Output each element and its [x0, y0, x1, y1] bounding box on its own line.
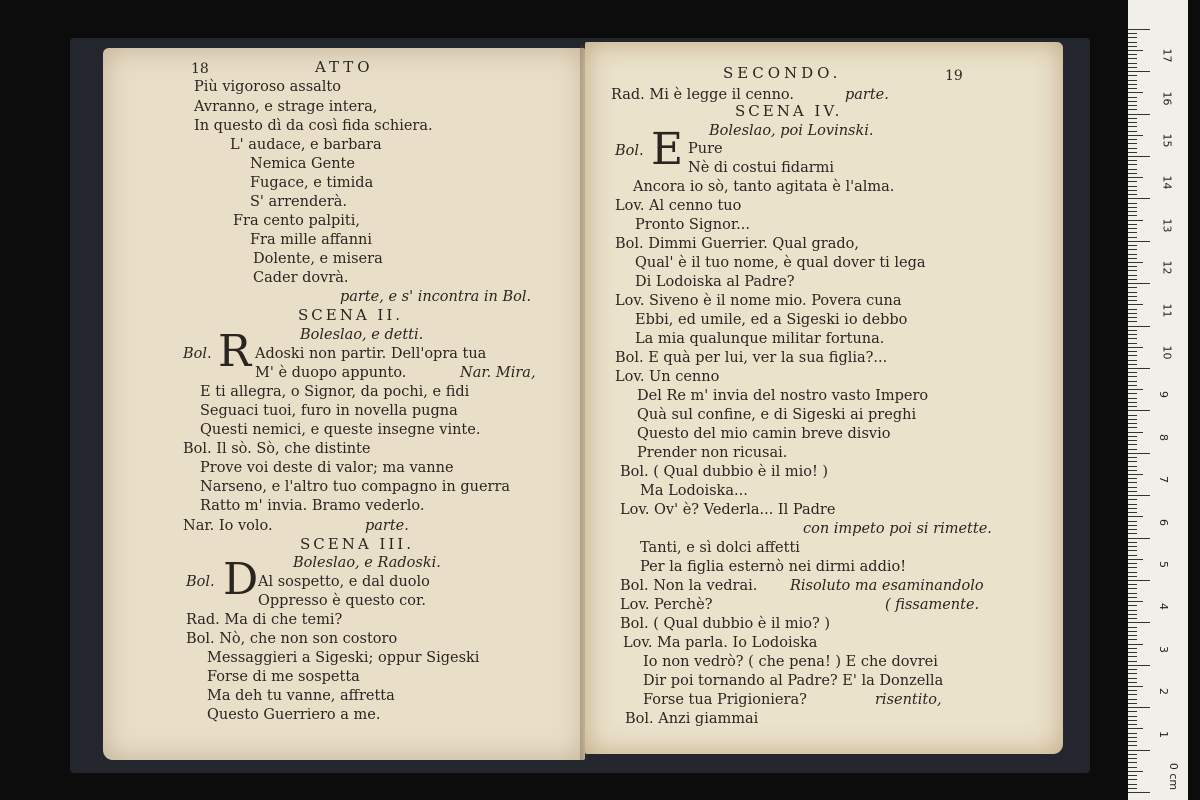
verse-line: Fra cento palpiti,	[233, 213, 361, 229]
ruler-tick	[1128, 249, 1137, 250]
ruler-tick	[1128, 669, 1137, 670]
ruler-tick	[1128, 254, 1137, 255]
ruler-tick	[1128, 686, 1143, 687]
ruler-tick	[1128, 241, 1150, 242]
ruler-tick	[1128, 453, 1150, 454]
verse-line: Ancora io sò, tanto agitata è l'alma.	[633, 179, 895, 195]
ruler-label: 6	[1157, 518, 1170, 526]
stage-direction: con impeto poi si rimette.	[803, 521, 992, 537]
speaker-line: Bol. Nò, che non son costoro	[186, 631, 398, 647]
verse-line: Cader dovrà.	[253, 270, 349, 286]
verse-line: Prender non ricusai.	[637, 445, 788, 461]
ruler-label: 1	[1157, 730, 1170, 738]
ruler-tick	[1128, 164, 1137, 165]
ruler-label: 16	[1160, 91, 1174, 106]
ruler-tick	[1128, 105, 1137, 106]
ruler-tick	[1128, 784, 1137, 785]
ruler-tick	[1128, 186, 1137, 187]
measuring-ruler	[1128, 0, 1188, 800]
stage-direction: parte.	[365, 518, 409, 534]
verse-line: Qual' è il tuo nome, è qual dover ti lega	[635, 255, 926, 271]
ruler-tick	[1128, 614, 1137, 615]
ruler-tick	[1128, 601, 1143, 602]
ruler-tick	[1128, 423, 1137, 424]
ruler-tick	[1128, 440, 1137, 441]
verse-line: Messaggieri a Sigeski; oppur Sigeski	[207, 650, 480, 666]
speaker-line: Rad. Ma di che temi?	[186, 612, 343, 628]
verse-line: Ma Lodoiska...	[640, 483, 748, 499]
ruler-tick	[1128, 37, 1137, 38]
ruler-tick	[1128, 80, 1137, 81]
verse-line: Ebbi, ed umile, ed a Sigeski io debbo	[635, 312, 908, 328]
ruler-tick	[1128, 572, 1137, 573]
ruler-tick	[1128, 46, 1137, 47]
ruler-tick	[1128, 245, 1137, 246]
ruler-tick	[1128, 775, 1137, 776]
ruler-tick	[1128, 682, 1137, 683]
ruler-tick	[1128, 457, 1137, 458]
ruler-tick	[1128, 563, 1137, 564]
verse-line: S' arrenderà.	[250, 194, 348, 210]
ruler-tick	[1128, 135, 1143, 136]
ruler-tick	[1128, 347, 1143, 348]
verse-line: Fugace, e timida	[250, 175, 374, 191]
ruler-tick	[1128, 398, 1137, 399]
verse-line: Narseno, e l'altro tuo compagno in guerra	[200, 479, 511, 495]
ruler-label: 15	[1160, 133, 1174, 148]
ruler-tick	[1128, 279, 1137, 280]
ruler-tick	[1128, 381, 1137, 382]
ruler-tick	[1128, 207, 1137, 208]
ruler-tick	[1128, 622, 1150, 623]
ruler-tick	[1128, 326, 1150, 327]
verse-line: Questo Guerriero a me.	[207, 707, 381, 723]
ruler-tick	[1128, 444, 1137, 445]
ruler-tick	[1128, 351, 1137, 352]
ruler-tick	[1128, 525, 1137, 526]
ruler-tick	[1128, 559, 1143, 560]
ruler-tick	[1128, 499, 1137, 500]
verse-line: Del Re m' invia del nostro vasto Impero	[637, 388, 929, 404]
speaker-line: Lov. Ma parla. Io Lodoiska	[623, 635, 818, 651]
ruler-tick	[1128, 690, 1137, 691]
ruler-tick	[1128, 745, 1137, 746]
speaker-line: Bol. Il sò. Sò, che distinte	[183, 441, 371, 457]
ruler-tick	[1128, 317, 1137, 318]
ruler-tick	[1128, 750, 1150, 751]
ruler-tick	[1128, 156, 1150, 157]
ruler-tick	[1128, 673, 1137, 674]
stage-direction: risentito,	[875, 692, 942, 708]
ruler-tick	[1128, 542, 1137, 543]
ruler-tick	[1128, 767, 1137, 768]
ruler-tick	[1128, 237, 1137, 238]
ruler-tick	[1128, 733, 1137, 734]
ruler-tick	[1128, 58, 1137, 59]
ruler-tick	[1128, 567, 1137, 568]
verse-line: Per la figlia esternò nei dirmi addio!	[640, 559, 907, 575]
ruler-tick	[1128, 304, 1143, 305]
ruler-tick	[1128, 92, 1143, 93]
ruler-tick	[1128, 287, 1137, 288]
ruler-tick	[1128, 50, 1143, 51]
scene-heading: SCENA III.	[300, 535, 414, 553]
ruler-tick	[1128, 415, 1137, 416]
ruler-tick	[1128, 627, 1137, 628]
drop-cap: D	[223, 554, 259, 605]
ruler-tick	[1128, 88, 1137, 89]
ruler-tick	[1128, 474, 1143, 475]
ruler-label: 12	[1160, 260, 1174, 275]
verse-line: Pronto Signor...	[635, 217, 751, 233]
ruler-tick	[1128, 139, 1137, 140]
speaker-line: Bol. ( Qual dubbio è il mio! )	[620, 464, 829, 480]
ruler-tick	[1128, 466, 1137, 467]
ruler-tick	[1128, 707, 1150, 708]
ruler-tick	[1128, 436, 1137, 437]
ruler-tick	[1128, 33, 1137, 34]
ruler-tick	[1128, 580, 1150, 581]
ruler-tick	[1128, 181, 1137, 182]
verse-line: E ti allegra, o Signor, da pochi, e fidi	[200, 384, 470, 400]
verse-line: Prove voi deste di valor; ma vanne	[200, 460, 454, 476]
ruler-tick	[1128, 173, 1137, 174]
speaker-line: Nar. Io volo.	[183, 518, 273, 534]
scene-heading: SCENA II.	[298, 306, 404, 324]
ruler-tick	[1128, 652, 1137, 653]
ruler-tick	[1128, 665, 1150, 666]
ruler-label: 10	[1160, 345, 1174, 360]
scene-heading: SCENA IV.	[735, 102, 843, 120]
ruler-tick	[1128, 258, 1137, 259]
ruler-tick	[1128, 321, 1137, 322]
verse-line: Questo del mio camin breve disvio	[637, 426, 891, 442]
speaker-label: Bol.	[615, 143, 644, 159]
drop-cap: R	[218, 326, 252, 377]
ruler-tick	[1128, 270, 1137, 271]
ruler-tick	[1128, 410, 1150, 411]
ruler-tick	[1128, 232, 1137, 233]
ruler-tick	[1128, 618, 1137, 619]
ruler-tick	[1128, 406, 1137, 407]
ruler-tick	[1128, 334, 1137, 335]
verse-line: In questo dì da così fida schiera.	[194, 118, 433, 134]
verse-line: Tanti, e sì dolci affetti	[640, 540, 800, 556]
ruler-tick	[1128, 330, 1137, 331]
verse-line: Di Lodoiska al Padre?	[635, 274, 795, 290]
ruler-tick	[1128, 678, 1137, 679]
running-head: ATTO	[315, 58, 374, 76]
ruler-tick	[1128, 75, 1137, 76]
ruler-tick	[1128, 495, 1150, 496]
ruler-tick	[1128, 177, 1143, 178]
ruler-tick	[1128, 143, 1137, 144]
verse-line: Dir poi tornando al Padre? E' la Donzella	[643, 673, 944, 689]
ruler-tick	[1128, 275, 1137, 276]
ruler-label: 13	[1160, 218, 1174, 233]
speaker-line: Bol. Non la vedrai.	[620, 578, 758, 594]
verse-line: Ratto m' invia. Bramo vederlo.	[200, 498, 425, 514]
ruler-tick	[1128, 516, 1143, 517]
ruler-tick	[1128, 160, 1137, 161]
ruler-label: 2	[1157, 688, 1170, 696]
ruler-label: 8	[1157, 433, 1170, 441]
ruler-tick	[1128, 584, 1137, 585]
ruler-tick	[1128, 491, 1137, 492]
ruler-tick	[1128, 194, 1137, 195]
ruler-tick	[1128, 648, 1137, 649]
ruler-tick	[1128, 792, 1150, 793]
ruler-tick	[1128, 101, 1137, 102]
speaker-label: Bol.	[186, 574, 215, 590]
ruler-tick	[1128, 588, 1137, 589]
speaker-line: Lov. Siveno è il nome mio. Povera cuna	[615, 293, 902, 309]
ruler-label: 4	[1157, 603, 1170, 611]
ruler-tick	[1128, 771, 1143, 772]
ruler-tick	[1128, 470, 1137, 471]
ruler-tick	[1128, 427, 1137, 428]
ruler-tick	[1128, 389, 1143, 390]
ruler-label: 5	[1157, 561, 1170, 568]
ruler-tick	[1128, 372, 1137, 373]
speaker-line: Rad. Mi è legge il cenno.	[611, 87, 794, 103]
ruler-tick	[1128, 71, 1150, 72]
ruler-tick	[1128, 716, 1137, 717]
ruler-tick	[1128, 432, 1143, 433]
ruler-tick	[1128, 711, 1137, 712]
speaker-label: Bol.	[183, 346, 212, 362]
ruler-tick	[1128, 343, 1137, 344]
ruler-tick	[1128, 779, 1137, 780]
speaker-line: Nar. Mira,	[460, 365, 536, 381]
stage-direction: parte, e s' incontra in Bol.	[340, 289, 532, 305]
ruler-label: 14	[1160, 175, 1174, 190]
verse-line: Oppresso è questo cor.	[258, 593, 426, 609]
scene-characters: Boleslao, e detti.	[300, 327, 424, 343]
ruler-tick	[1128, 148, 1137, 149]
ruler-tick	[1128, 538, 1150, 539]
ruler-tick	[1128, 152, 1137, 153]
ruler-tick	[1128, 190, 1137, 191]
ruler-tick	[1128, 504, 1137, 505]
ruler-label: 17	[1160, 48, 1174, 63]
verse-line: Avranno, e strage intera,	[194, 99, 378, 115]
ruler-tick	[1128, 741, 1137, 742]
ruler-tick	[1128, 656, 1137, 657]
ruler-tick	[1128, 449, 1137, 450]
page-number: 19	[945, 68, 963, 84]
ruler-tick	[1128, 478, 1137, 479]
ruler-tick	[1128, 360, 1137, 361]
ruler-tick	[1128, 639, 1137, 640]
ruler-tick	[1128, 550, 1137, 551]
ruler-tick	[1128, 737, 1137, 738]
ruler-tick	[1128, 338, 1137, 339]
verse-line: Al sospetto, e dal duolo	[258, 574, 430, 590]
ruler-tick	[1128, 661, 1137, 662]
ruler-tick	[1128, 635, 1137, 636]
ruler-tick	[1128, 292, 1137, 293]
verse-line: Questi nemici, e queste insegne vinte.	[200, 422, 481, 438]
ruler-tick	[1128, 283, 1150, 284]
ruler-tick	[1128, 300, 1137, 301]
stage-direction: ( fissamente.	[885, 597, 980, 613]
ruler-tick	[1128, 309, 1137, 310]
ruler-tick	[1128, 644, 1143, 645]
ruler-tick	[1128, 228, 1137, 229]
ruler-tick	[1128, 529, 1137, 530]
verse-line: Quà sul confine, e di Sigeski ai preghi	[637, 407, 917, 423]
ruler-tick	[1128, 533, 1137, 534]
verse-line: Seguaci tuoi, furo in novella pugna	[200, 403, 458, 419]
ruler-tick	[1128, 699, 1137, 700]
ruler-tick	[1128, 482, 1137, 483]
ruler-tick	[1128, 355, 1137, 356]
speaker-line: Bol. E quà per lui, ver la sua figlia?...	[615, 350, 888, 366]
right-page	[585, 42, 1063, 754]
ruler-tick	[1128, 597, 1137, 598]
ruler-tick	[1128, 419, 1137, 420]
ruler-tick	[1128, 215, 1137, 216]
speaker-line: Lov. Perchè?	[620, 597, 713, 613]
ruler-tick	[1128, 211, 1137, 212]
stage-direction: Risoluto ma esaminandolo	[790, 578, 984, 594]
ruler-tick	[1128, 512, 1137, 513]
verse-line: Più vigoroso assalto	[194, 79, 341, 95]
ruler-tick	[1128, 63, 1137, 64]
verse-line: L' audace, e barbara	[230, 137, 382, 153]
ruler-tick	[1128, 203, 1137, 204]
ruler-tick	[1128, 122, 1137, 123]
ruler-tick	[1128, 97, 1137, 98]
speaker-line: Lov. Un cenno	[615, 369, 720, 385]
ruler-tick	[1128, 720, 1137, 721]
ruler-tick	[1128, 576, 1137, 577]
ruler-tick	[1128, 402, 1137, 403]
page-number: 18	[191, 61, 209, 77]
speaker-line: Lov. Ov' è? Vederla... Il Padre	[620, 502, 836, 518]
ruler-tick	[1128, 694, 1137, 695]
ruler-tick	[1128, 703, 1137, 704]
ruler-tick	[1128, 376, 1137, 377]
ruler-tick	[1128, 313, 1137, 314]
ruler-tick	[1128, 508, 1137, 509]
left-page	[103, 48, 585, 760]
ruler-tick	[1128, 724, 1137, 725]
verse-line: Nemica Gente	[250, 156, 355, 172]
speaker-line: Lov. Al cenno tuo	[615, 198, 742, 214]
ruler-tick	[1128, 521, 1137, 522]
ruler-tick	[1128, 368, 1150, 369]
ruler-tick	[1128, 126, 1137, 127]
verse-line: Forse tua Prigioniera?	[643, 692, 807, 708]
speaker-line: Bol. Dimmi Guerrier. Qual grado,	[615, 236, 859, 252]
ruler-tick	[1128, 296, 1137, 297]
ruler-label: 0 cm	[1167, 762, 1181, 791]
stage-direction: parte.	[845, 87, 889, 103]
scene-characters: Boleslao, poi Lovinski.	[709, 123, 874, 139]
ruler-tick	[1128, 758, 1137, 759]
ruler-tick	[1128, 605, 1137, 606]
verse-line: La mia qualunque militar fortuna.	[635, 331, 885, 347]
ruler-tick	[1128, 762, 1137, 763]
verse-line: Nè di costui fidarmi	[688, 160, 835, 176]
ruler-tick	[1128, 131, 1137, 132]
ruler-tick	[1128, 487, 1137, 488]
verse-line: Pure	[688, 141, 723, 157]
ruler-tick	[1128, 555, 1137, 556]
ruler-tick	[1128, 266, 1137, 267]
verse-line: Ma deh tu vanne, affretta	[207, 688, 395, 704]
ruler-label: 9	[1157, 391, 1170, 399]
drop-cap: E	[651, 124, 684, 175]
ruler-tick	[1128, 610, 1137, 611]
ruler-tick	[1128, 54, 1137, 55]
ruler-tick	[1128, 220, 1143, 221]
ruler-label: 3	[1157, 645, 1170, 653]
scene-characters: Boleslao, e Radoski.	[293, 555, 441, 571]
ruler-tick	[1128, 262, 1143, 263]
ruler-tick	[1128, 754, 1137, 755]
verse-line: Adoski non partir. Dell'opra tua	[255, 346, 487, 362]
ruler-label: 7	[1157, 476, 1170, 484]
verse-line: Io non vedrò? ( che pena! ) E che dovrei	[643, 654, 938, 670]
ruler-tick	[1128, 29, 1150, 30]
ruler-tick	[1128, 593, 1137, 594]
ruler-tick	[1128, 631, 1137, 632]
ruler-tick	[1128, 114, 1150, 115]
ruler-tick	[1128, 364, 1137, 365]
verse-line: Dolente, e misera	[253, 251, 383, 267]
ruler-tick	[1128, 385, 1137, 386]
running-head: SECONDO.	[723, 64, 842, 82]
verse-line: Fra mille affanni	[250, 232, 373, 248]
speaker-line: Bol. ( Qual dubbio è il mio? )	[620, 616, 831, 632]
ruler-tick	[1128, 118, 1137, 119]
ruler-label: 11	[1160, 303, 1174, 318]
ruler-tick	[1128, 67, 1137, 68]
ruler-tick	[1128, 393, 1137, 394]
ruler-tick	[1128, 84, 1137, 85]
ruler-tick	[1128, 546, 1137, 547]
ruler-tick	[1128, 169, 1137, 170]
speaker-line: Bol. Anzi giammai	[625, 711, 759, 727]
ruler-tick	[1128, 109, 1137, 110]
ruler-tick	[1128, 224, 1137, 225]
ruler-tick	[1128, 461, 1137, 462]
ruler-tick	[1128, 198, 1150, 199]
ruler-tick	[1128, 788, 1137, 789]
verse-line: M' è duopo appunto.	[255, 365, 407, 381]
ruler-tick	[1128, 728, 1143, 729]
verse-line: Forse di me sospetta	[207, 669, 360, 685]
ruler-tick	[1128, 42, 1137, 43]
